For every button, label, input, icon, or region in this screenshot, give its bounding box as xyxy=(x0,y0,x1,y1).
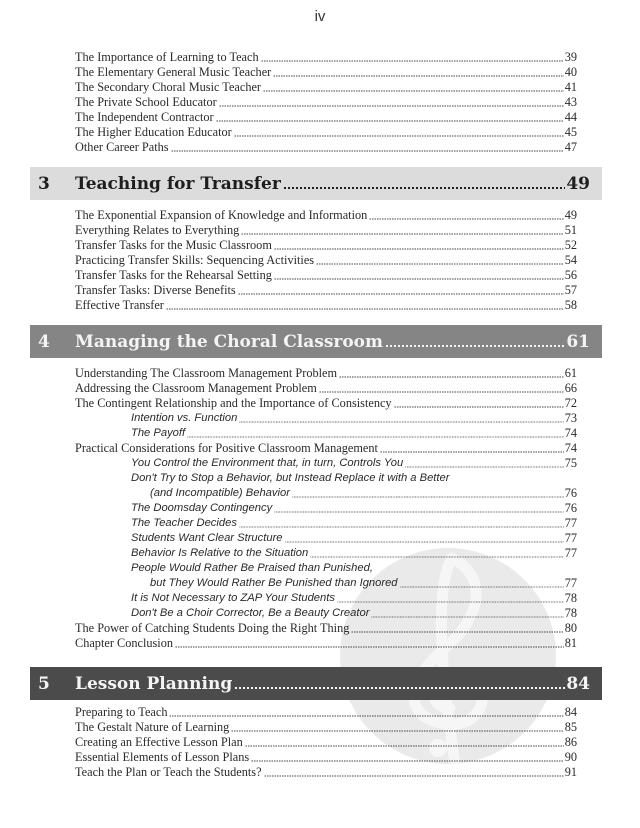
entry-page: 81 xyxy=(564,636,577,650)
entry-page: 57 xyxy=(564,283,577,297)
entry-title: The Elementary General Music Teacher xyxy=(75,65,272,79)
chapter-title: Lesson Planning xyxy=(75,673,233,694)
dot-leader xyxy=(166,308,564,310)
toc-entry[interactable] xyxy=(75,125,577,140)
toc-entry[interactable] xyxy=(75,140,577,155)
toc-subentry[interactable] xyxy=(131,606,577,621)
toc-entry[interactable] xyxy=(75,223,577,238)
dot-leader xyxy=(310,556,563,558)
entry-page: 74 xyxy=(564,441,577,455)
entry-title: Creating an Effective Lesson Plan xyxy=(75,735,243,749)
entry-title: Practicing Transfer Skills: Sequencing Activities xyxy=(75,253,315,267)
chapter-number: 5 xyxy=(38,673,50,694)
toc-entry[interactable] xyxy=(75,735,577,750)
dot-leader xyxy=(369,218,563,220)
entry-title: Intention vs. Function xyxy=(131,412,238,424)
dot-leader xyxy=(171,150,564,152)
entry-title: Addressing the Classroom Management Problem xyxy=(75,381,317,395)
toc-entry[interactable] xyxy=(75,765,577,780)
entry-page: 85 xyxy=(564,720,577,734)
dot-leader xyxy=(274,278,564,280)
toc-subentry[interactable] xyxy=(131,501,577,516)
dot-leader xyxy=(319,391,564,393)
dot-leader xyxy=(175,646,564,648)
dot-leader xyxy=(274,248,564,250)
dot-leader xyxy=(251,760,564,762)
entry-page: 41 xyxy=(564,80,577,94)
entry-title: You Control the Environment that, in turn, Controls You xyxy=(131,457,404,469)
entry-title: Transfer Tasks: Diverse Benefits xyxy=(75,283,236,297)
dot-leader xyxy=(234,686,565,690)
entry-page: 73 xyxy=(564,411,577,425)
entry-title: Practical Considerations for Positive Classroom Management xyxy=(75,441,378,455)
toc-entry[interactable] xyxy=(75,80,577,95)
dot-leader xyxy=(245,745,564,747)
entry-page: 47 xyxy=(564,140,577,154)
toc-subentry[interactable] xyxy=(131,456,577,471)
toc-entry[interactable] xyxy=(75,65,577,80)
page-number: iv xyxy=(314,8,326,25)
entry-title: but They Would Rather Be Punished than Ignored xyxy=(150,577,398,589)
dot-leader xyxy=(274,511,564,513)
entry-title: The Independent Contractor xyxy=(75,110,214,124)
entry-title: The Payoff xyxy=(131,427,186,439)
entry-title: Other Career Paths xyxy=(75,140,169,154)
toc-entry[interactable] xyxy=(75,621,577,636)
toc-entry[interactable] xyxy=(75,268,577,283)
entry-title: Teach the Plan or Teach the Students? xyxy=(75,765,262,779)
entry-page: 51 xyxy=(564,223,577,237)
entry-page: 77 xyxy=(564,576,577,590)
entry-title: It is Not Necessary to ZAP Your Students xyxy=(131,592,335,604)
toc-subentry[interactable] xyxy=(131,591,577,606)
toc-entry[interactable] xyxy=(75,750,577,765)
toc-entry[interactable] xyxy=(75,95,577,110)
entry-page: 74 xyxy=(564,426,577,440)
chapter-heading-4[interactable] xyxy=(30,325,602,358)
toc-entry[interactable] xyxy=(75,636,577,651)
dot-leader xyxy=(263,90,564,92)
toc-subentry[interactable] xyxy=(131,546,577,561)
entry-title: The Power of Catching Students Doing the Right Thing xyxy=(75,621,350,635)
dot-leader xyxy=(400,586,564,588)
entry-page: 61 xyxy=(564,366,577,380)
dot-leader xyxy=(187,436,564,438)
toc-subentry[interactable] xyxy=(131,426,577,441)
entry-title: Students Want Clear Structure xyxy=(131,532,283,544)
dot-leader xyxy=(385,344,565,348)
entry-page: 91 xyxy=(564,765,577,779)
dot-leader xyxy=(380,451,564,453)
chapter-number: 3 xyxy=(38,173,50,194)
chapter-title: Managing the Choral Classroom xyxy=(75,331,384,352)
toc-subentry[interactable] xyxy=(150,576,577,591)
toc-entry[interactable] xyxy=(75,238,577,253)
chapter-title: Teaching for Transfer xyxy=(75,173,281,194)
entry-page: 54 xyxy=(564,253,577,267)
dot-leader xyxy=(316,263,564,265)
toc-subentry[interactable] xyxy=(131,516,577,531)
entry-title: The Importance of Learning to Teach xyxy=(75,50,259,64)
dot-leader xyxy=(264,775,564,777)
entry-page: 78 xyxy=(564,591,577,605)
toc-entry[interactable] xyxy=(75,283,577,298)
dot-leader xyxy=(351,631,563,633)
toc-subentry[interactable] xyxy=(131,531,577,546)
toc-entry[interactable] xyxy=(75,381,577,396)
entry-page: 80 xyxy=(564,621,577,635)
dot-leader xyxy=(261,60,564,62)
entry-title: Behavior Is Relative to the Situation xyxy=(131,547,309,559)
dot-leader xyxy=(234,135,564,137)
dot-leader xyxy=(216,120,564,122)
entry-title: Preparing to Teach xyxy=(75,705,168,719)
toc-entry[interactable] xyxy=(75,50,577,65)
entry-title: Understanding The Classroom Management Problem xyxy=(75,366,338,380)
toc-entry[interactable] xyxy=(75,441,577,456)
dot-leader xyxy=(292,496,564,498)
toc-entry[interactable] xyxy=(75,208,577,223)
entry-page: 45 xyxy=(564,125,577,139)
dot-leader xyxy=(273,75,563,77)
chapter-number: 4 xyxy=(38,331,50,352)
toc-entry[interactable] xyxy=(75,705,577,720)
dot-leader xyxy=(371,616,563,618)
toc-entry[interactable] xyxy=(75,298,577,313)
chapter-page: 84 xyxy=(566,673,590,694)
entry-page: 75 xyxy=(564,456,577,470)
chapter-heading-3[interactable] xyxy=(30,167,602,200)
toc-entry[interactable] xyxy=(75,396,577,411)
entry-page: 56 xyxy=(564,268,577,282)
entry-page: 39 xyxy=(564,50,577,64)
dot-leader xyxy=(239,526,564,528)
chapter-page: 49 xyxy=(566,173,590,194)
entry-title: Transfer Tasks for the Music Classroom xyxy=(75,238,272,252)
entry-title: The Exponential Expansion of Knowledge and Information xyxy=(75,208,368,222)
chapter-heading-5[interactable] xyxy=(30,667,602,700)
entry-page: 43 xyxy=(564,95,577,109)
toc-entry[interactable] xyxy=(75,366,577,381)
entry-page: 58 xyxy=(564,298,577,312)
dot-leader xyxy=(219,105,564,107)
entry-title: Transfer Tasks for the Rehearsal Setting xyxy=(75,268,272,282)
entry-title: The Doomsday Contingency xyxy=(131,502,273,514)
entry-page: 72 xyxy=(564,396,577,410)
entry-title: Effective Transfer xyxy=(75,298,164,312)
dot-leader xyxy=(337,601,564,603)
entry-page: 40 xyxy=(564,65,577,79)
entry-page: 76 xyxy=(564,501,577,515)
entry-title: Essential Elements of Lesson Plans xyxy=(75,750,250,764)
entry-title: The Private School Educator xyxy=(75,95,217,109)
toc-entry[interactable] xyxy=(75,720,577,735)
entry-page: 86 xyxy=(564,735,577,749)
entry-title: The Contingent Relationship and the Importance of Consistency xyxy=(75,396,392,410)
toc-subentry[interactable] xyxy=(131,411,577,426)
entry-page: 66 xyxy=(564,381,577,395)
entry-page: 90 xyxy=(564,750,577,764)
toc-subentry[interactable] xyxy=(150,486,577,501)
entry-title-line1: Don't Try to Stop a Behavior, but Instead Replace it with a Better xyxy=(131,472,450,484)
entry-page: 84 xyxy=(564,705,577,719)
dot-leader xyxy=(238,293,564,295)
dot-leader xyxy=(339,376,564,378)
dot-leader xyxy=(241,233,563,235)
entry-title: (and Incompatible) Behavior xyxy=(150,487,290,499)
entry-page: 76 xyxy=(564,486,577,500)
entry-title: The Secondary Choral Music Teacher xyxy=(75,80,262,94)
dot-leader xyxy=(285,541,564,543)
entry-page: 77 xyxy=(564,546,577,560)
entry-title: Chapter Conclusion xyxy=(75,636,174,650)
entry-title: The Higher Education Educator xyxy=(75,125,232,139)
dot-leader xyxy=(394,406,564,408)
entry-page: 77 xyxy=(564,531,577,545)
dot-leader xyxy=(239,421,563,423)
entry-title: Everything Relates to Everything xyxy=(75,223,240,237)
dot-leader xyxy=(169,715,563,717)
entry-page: 49 xyxy=(564,208,577,222)
dot-leader xyxy=(283,186,566,190)
entry-page: 52 xyxy=(564,238,577,252)
entry-title-line1: People Would Rather Be Praised than Punished, xyxy=(131,562,373,574)
entry-title: Don't Be a Choir Corrector, Be a Beauty Creator xyxy=(131,607,370,619)
entry-page: 77 xyxy=(564,516,577,530)
entry-title: The Teacher Decides xyxy=(131,517,237,529)
toc-entry[interactable] xyxy=(75,253,577,268)
dot-leader xyxy=(405,466,564,468)
chapter-page: 61 xyxy=(566,331,590,352)
toc-entry[interactable] xyxy=(75,110,577,125)
entry-title: The Gestalt Nature of Learning xyxy=(75,720,230,734)
entry-page: 78 xyxy=(564,606,577,620)
dot-leader xyxy=(231,730,563,732)
entry-page: 44 xyxy=(564,110,577,124)
